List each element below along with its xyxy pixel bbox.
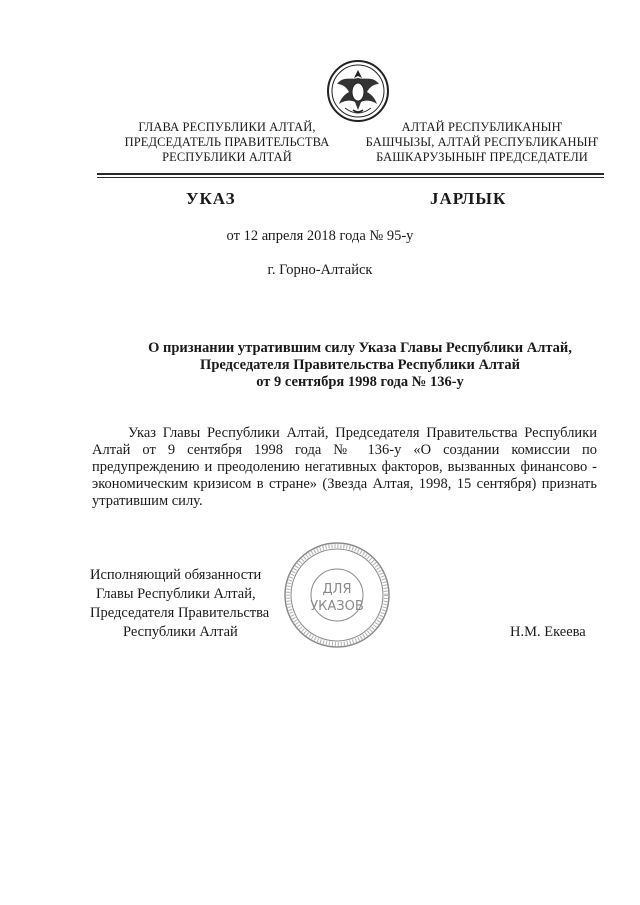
header-right-line: БАШЧЫЗЫ, АЛТАЙ РЕСПУБЛИКАНЫҤ (365, 135, 599, 149)
header-right (357, 120, 607, 165)
doc-type-left: УКАЗ (186, 189, 236, 208)
document-title (80, 340, 640, 391)
header-left-line: РЕСПУБЛИКИ АЛТАЙ (162, 150, 292, 164)
title-line: О признании утратившим силу Указа Главы Республики Алтай, (148, 340, 572, 356)
city: г. Горно-Алтайск (267, 262, 373, 278)
header-right-line: АЛТАЙ РЕСПУБЛИКАНЫҤ (401, 120, 563, 134)
republic-altai-emblem-icon (325, 58, 391, 124)
header-left-line: ПРЕДСЕДАТЕЛЬ ПРАВИТЕЛЬСТВА (124, 135, 330, 149)
stamp-text-line2: УКАЗОВ (310, 599, 364, 614)
signature-line: Исполняющий обязанности (90, 567, 262, 583)
header-right-line: БАШКАРУЗЫНЫҤ ПРЕДСЕДАТЕЛИ (376, 150, 588, 164)
signature-line: Республики Алтай (123, 624, 238, 640)
signature-line: Председателя Правительства (90, 605, 270, 621)
title-line: Председателя Правительства Республики Алтай (200, 357, 520, 373)
signature-position (90, 566, 310, 642)
stamp-text-line1: ДЛЯ (322, 582, 352, 597)
date-line: от 12 апреля 2018 года № 95-у (226, 228, 414, 244)
signature-line: Главы Республики Алтай, (96, 586, 256, 602)
body-paragraph: Указ Главы Республики Алтай, Председателя Правительства Республики Алтай от 9 сентября 1998 года № 136-у «О создании комиссии по предупреждению и преодолению негативных факторов, вызванных финансово - экономическим кризисом в стране» (Звезда Алтая, 1998, 15 сентября) признать утратившим силу. (92, 425, 597, 509)
header-divider-thick (97, 173, 604, 175)
header-left-line: ГЛАВА РЕСПУБЛИКИ АЛТАЙ, (138, 120, 316, 134)
title-line: от 9 сентября 1998 года № 136-у (256, 374, 464, 390)
header-left (112, 120, 342, 165)
document-body (92, 425, 597, 510)
doc-type-right: JАРЛЫК (430, 189, 507, 208)
header-divider-thin (97, 177, 604, 178)
signatory-name: Н.М. Екеева (510, 624, 586, 640)
